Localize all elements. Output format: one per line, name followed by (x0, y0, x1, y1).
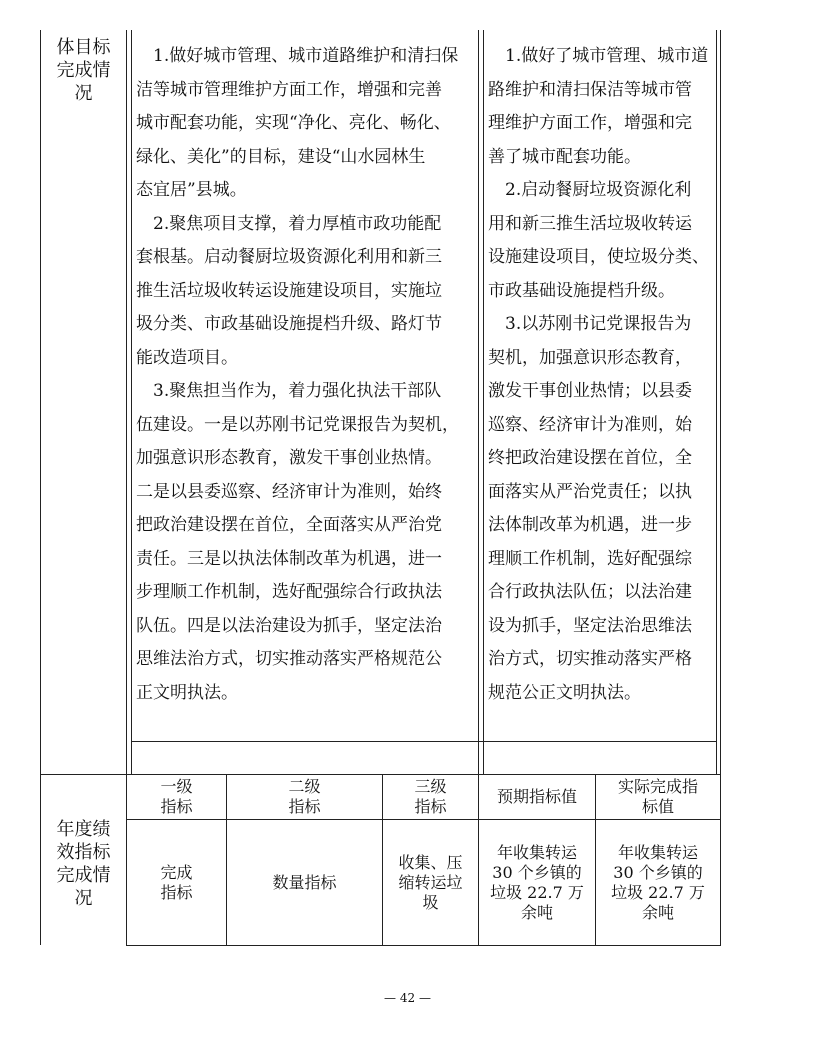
cell-level2 (227, 820, 382, 945)
actual-line: 3.以苏刚书记党课报告为 (488, 314, 692, 334)
header-line: 预期指标值 (496, 787, 577, 806)
actual-line: 2.启动餐厨垃圾资源化利 (488, 180, 692, 200)
actual-line: 巡察、经济审计为准则，始 (488, 414, 692, 435)
cell-line: 30 个乡镇的 (492, 862, 582, 882)
actual-line: 用和新三推生活垃圾收转运 (488, 213, 692, 234)
section1-label-line: 况 (74, 83, 93, 104)
table-left-border (40, 30, 41, 945)
section1-label-line: 完成情 (56, 60, 111, 81)
plan-line: 正文明执法。 (136, 682, 238, 703)
section1-label-line: 体目标 (56, 37, 111, 58)
plan-line: 绿化、美化”的目标，建设“山水园林生 (136, 146, 426, 167)
plan-line: 步理顺工作机制，选好配强综合行政执法 (136, 582, 442, 602)
cell-line: 收集、压 (398, 852, 463, 872)
plan-line: 2.聚焦项目支撑，着力厚植市政功能配 (136, 213, 442, 234)
cell-line: 年收集转运 (617, 842, 698, 862)
cell-line: 年收集转运 (496, 842, 577, 862)
section1-col-divider-b (483, 30, 484, 774)
plan-line: 洁等城市管理维护方面工作，增强和完善 (136, 79, 442, 100)
header-line: 指标 (288, 797, 321, 816)
plan-line: 能改造项目。 (136, 347, 238, 368)
header-line: 二级 (288, 777, 321, 796)
section1-col-divider-a (478, 30, 479, 774)
cell-line: 圾 (422, 892, 439, 912)
section1-actual-text (488, 40, 709, 710)
header-line: 一级 (160, 777, 193, 796)
cell-line: 余吨 (641, 902, 674, 922)
actual-line: 激发干事创业热情；以县委 (488, 381, 692, 401)
actual-line: 1.做好了城市管理、城市道 (488, 46, 709, 66)
plan-line: 套根基。启动餐厨垃圾资源化利用和新三 (136, 247, 442, 267)
plan-line: 1.做好城市管理、城市道路维护和清扫保 (136, 46, 459, 66)
actual-line: 路维护和清扫保洁等城市管 (488, 79, 692, 100)
actual-line: 契机，加强意识形态教育， (488, 347, 692, 368)
header-level2 (227, 775, 382, 819)
cell-line: 30 个乡镇的 (613, 862, 703, 882)
cell-line: 指标 (160, 882, 193, 902)
actual-line: 合行政执法队伍；以法治建 (488, 582, 692, 602)
cell-actual (596, 820, 720, 945)
section1-inner-bottom (131, 741, 716, 742)
plan-line: 二是以县委巡察、经济审计为准则，始终 (136, 481, 442, 502)
cell-line: 数量指标 (272, 872, 337, 892)
section2-label-line: 年度绩 (56, 819, 111, 840)
plan-line: 3.聚焦担当作为，着力强化执法干部队 (136, 381, 442, 401)
actual-line: 法体制改革为机遇，进一步 (488, 515, 692, 535)
cell-line: 余吨 (520, 902, 553, 922)
section2-label-line: 完成情 (56, 865, 111, 886)
plan-line: 加强意识形态教育，激发干事创业热情。 (136, 448, 442, 468)
actual-line: 理维护方面工作，增强和完 (488, 113, 692, 133)
s2-table-bottom (126, 945, 720, 946)
section1-plan-text (136, 40, 459, 710)
actual-line: 设为抓手，坚定法治思维法 (488, 615, 692, 636)
cell-line: 缩转运垃 (398, 872, 463, 892)
header-level1 (127, 775, 226, 819)
header-level3 (383, 775, 478, 819)
cell-line: 垃圾 22.7 万 (611, 882, 705, 902)
plan-line: 圾分类、市政基础设施提档升级、路灯节 (136, 314, 442, 334)
actual-line: 治方式，切实推动落实严格 (488, 649, 692, 669)
header-line: 标值 (641, 797, 674, 816)
cell-level1 (127, 820, 226, 945)
plan-line: 队伍。四是以法治建设为抓手，坚定法治 (136, 615, 442, 636)
section2-label-line: 况 (74, 888, 93, 909)
section1-label (41, 36, 126, 105)
section2-label-line: 效指标 (56, 842, 111, 863)
plan-line: 推生活垃圾收转运设施建设项目，实施垃 (136, 280, 442, 301)
plan-line: 责任。三是以执法体制改革为机遇，进一 (136, 548, 442, 569)
table-right-border (720, 30, 721, 946)
header-line: 三级 (414, 777, 447, 796)
plan-line: 思维法治方式，切实推动落实严格规范公 (136, 649, 442, 669)
plan-line: 态宜居”县城。 (136, 180, 247, 200)
header-expected (479, 775, 595, 819)
section1-inner-left (131, 30, 132, 774)
cell-level3 (383, 820, 478, 945)
header-actual (596, 775, 720, 819)
section2-label (41, 818, 126, 910)
plan-line: 伍建设。一是以苏刚书记党课报告为契机， (136, 414, 459, 435)
actual-line: 面落实从严治党责任；以执 (488, 481, 692, 502)
actual-line: 市政基础设施提档升级。 (488, 280, 675, 301)
plan-line: 城市配套功能，实现“净化、亮化、畅化、 (136, 113, 451, 133)
plan-line: 把政治建设摆在首位，全面落实从严治党 (136, 515, 442, 535)
actual-line: 设施建设项目，使垃圾分类、 (488, 247, 709, 267)
actual-line: 终把政治建设摆在首位，全 (488, 448, 692, 468)
header-line: 指标 (160, 797, 193, 816)
section1-inner-right (716, 30, 717, 774)
cell-line: 完成 (160, 862, 193, 882)
header-line: 指标 (414, 797, 447, 816)
actual-line: 规范公正文明执法。 (488, 682, 641, 703)
cell-expected (479, 820, 595, 945)
header-line: 实际完成指 (617, 777, 698, 796)
actual-line: 理顺工作机制，选好配强综 (488, 548, 692, 569)
page-number: — 42 — (384, 991, 431, 1005)
actual-line: 善了城市配套功能。 (488, 146, 641, 167)
cell-line: 垃圾 22.7 万 (490, 882, 584, 902)
